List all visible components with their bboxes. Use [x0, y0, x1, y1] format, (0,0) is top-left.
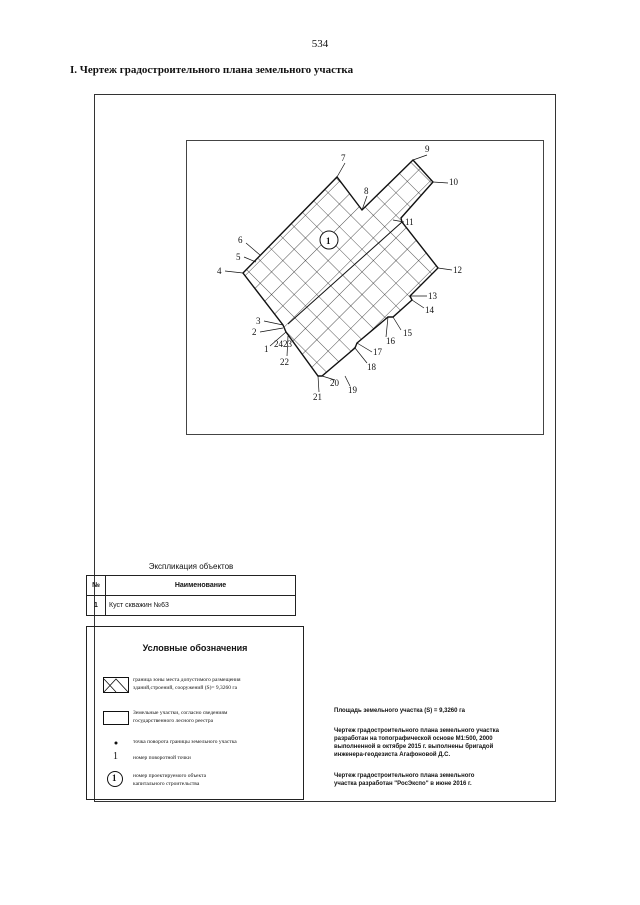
explication-table [86, 575, 296, 616]
point-label-13: 13 [428, 291, 437, 301]
point-label-5: 5 [236, 252, 241, 262]
site-plan-drawing [186, 140, 542, 433]
legend-item-point-number: номер поворотной точки [133, 755, 191, 761]
legend-box [86, 626, 304, 800]
point-label-19: 19 [348, 385, 357, 395]
point-label-4: 4 [217, 266, 222, 276]
zone-boundary-swatch-icon [103, 677, 129, 693]
object-marker-label: 1 [326, 236, 331, 246]
point-label-21: 21 [313, 392, 322, 402]
point-label-9: 9 [425, 144, 430, 154]
point-label-10: 10 [449, 177, 458, 187]
point-label-24: 24 [274, 339, 283, 349]
point-label-8: 8 [364, 186, 369, 196]
table-row [87, 596, 296, 616]
point-label-23: 23 [283, 339, 292, 349]
row-number: 1 [87, 596, 106, 616]
point-label-2: 2 [252, 327, 257, 337]
turn-point-dot-icon [113, 740, 119, 746]
point-label-3: 3 [256, 316, 261, 326]
point-label-11: 11 [405, 217, 414, 227]
column-header-number: № [87, 576, 106, 596]
legend-title: Условные обозначения [142, 643, 248, 653]
point-label-15: 15 [403, 328, 412, 338]
area-note: Площадь земельного участка (S) = 9,3260 га [334, 708, 465, 714]
point-label-18: 18 [367, 362, 376, 372]
point-label-6: 6 [238, 235, 243, 245]
point-label-7: 7 [341, 153, 346, 163]
column-header-name: Наименование [106, 576, 296, 596]
legend-item-land-plots: Земельные участки, согласно сведениям государственного лесного реестра [133, 710, 228, 724]
table-header-row [87, 576, 296, 596]
point-label-22: 22 [280, 357, 289, 367]
legend-object-number-symbol: 1 [112, 773, 117, 783]
point-label-1: 1 [264, 344, 269, 354]
point-label-17: 17 [373, 347, 382, 357]
page-number: 534 [311, 38, 329, 50]
point-label-12: 12 [453, 265, 462, 275]
explication-title: Экспликация объектов [148, 562, 234, 571]
land-plot-swatch-icon [103, 711, 129, 725]
row-name: Куст скважин №63 [106, 596, 296, 616]
point-label-16: 16 [386, 336, 395, 346]
point-label-14: 14 [425, 305, 434, 315]
legend-point-number-symbol: 1 [113, 751, 118, 762]
point-label-20: 20 [330, 378, 339, 388]
legend-item-zone: граница зоны места допустимого размещения зданий,строений, сооружений (S)= 9,3260 га [133, 677, 241, 691]
page-heading: I. Чертеж градостроительного плана земельного участка [70, 64, 354, 76]
survey-note: Чертеж градостроительного плана земельного участка разработан на топографической основе М1:500, 2000 выполненной в октябре 2015 г. выполнены бригадой инженера-геодезиста Агафоновой Д.С. [334, 728, 499, 758]
legend-item-turn-point: точка поворота границы земельного участка [133, 739, 237, 745]
legend-item-object-number: номер проектируемого объекта капитального строительства [133, 773, 207, 787]
author-note: Чертеж градостроительного плана земельного участка разработан "РосЭкспо" в июне 2016 г. [334, 773, 475, 787]
